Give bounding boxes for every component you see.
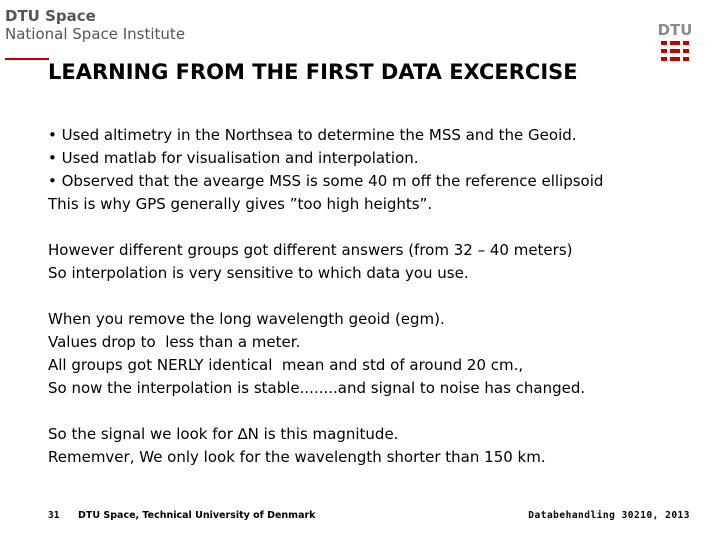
brand-header [5,7,185,43]
body-line: • Observed that the avearge MSS is some 40 m off the reference ellipsoid [48,172,604,190]
slide-title: LEARNING FROM THE FIRST DATA EXCERCISE [48,60,578,84]
paragraph-gap [48,216,708,239]
body-line: • Used altimetry in the Northsea to determine the MSS and the Geoid. [48,126,577,144]
body-line: • Used matlab for visualisation and interpolation. [48,149,419,167]
page-number: 31 [48,510,60,521]
body-line: All groups got NERLY identical mean and std of around 20 cm., [48,356,524,374]
body-line: So now the interpolation is stable........and signal to noise has changed. [48,379,586,397]
footer-course: Databehandling 30210, 2013 [528,510,690,521]
paragraph-gap [48,400,708,423]
body-line: However different groups got different answers (from 32 – 40 meters) [48,241,573,259]
accent-rule [5,58,49,60]
brand-subtitle: National Space Institute [5,25,186,43]
slide-body [48,124,708,469]
body-line: Values drop to less than a meter. [48,333,301,351]
dtu-logo-icon [659,19,691,69]
body-line: So the signal we look for ∆N is this magnitude. [48,425,399,443]
body-line: When you remove the long wavelength geoid (egm). [48,310,445,328]
body-line: So interpolation is very sensitive to which data you use. [48,264,469,282]
footer-organization: DTU Space, Technical University of Denmark [78,510,316,521]
body-line: This is why GPS generally gives ”too high heights”. [48,195,433,213]
paragraph-gap [48,285,708,308]
brand-name: DTU Space [5,7,96,25]
body-line: Rememver, We only look for the wavelength shorter than 150 km. [48,448,546,466]
svg-text:DTU: DTU [659,21,691,39]
